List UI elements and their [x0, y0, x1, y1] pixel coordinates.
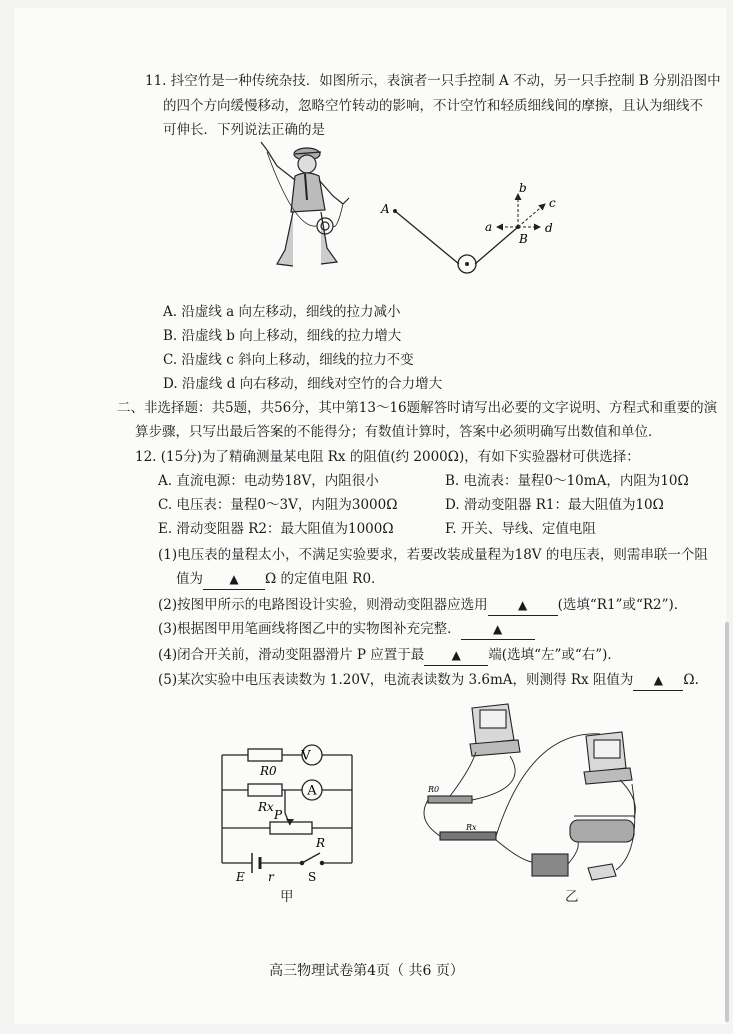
equipment-c: C. 电压表：量程0～3V，内阻为3000Ω — [158, 497, 398, 513]
label-b-dir: b — [519, 181, 527, 195]
equipment-b: B. 电流表：量程0～10mA，内阻为10Ω — [445, 473, 689, 489]
q11-option-d: D. 沿虚线 d 向右移动，细线对空竹的合力增大 — [163, 376, 443, 392]
device-switch — [588, 864, 616, 880]
svg-text:P: P — [274, 808, 283, 822]
q12-part1-line1: (1)电压表的量程太小，不满足实验要求，若要改装成量程为18V 的电压表，则需串联一个阻 — [158, 547, 708, 563]
q11-stem-line3: 可伸长．下列说法正确的是 — [163, 122, 325, 138]
section2-line1: 二、非选择题：共5题，共56分，其中第13～16题解答时请写出必要的文字说明、方程式和重要的演 — [117, 400, 718, 416]
switch-s — [302, 853, 320, 863]
equipment-f: F. 开关、导线、定值电阻 — [445, 521, 596, 537]
q12-stem: 12. (15分)为了精确测量某电阻 Rx 的阻值(约 2000Ω)，有如下实验器材可供选择： — [135, 449, 640, 465]
svg-text:Rx: Rx — [466, 823, 477, 832]
svg-text:A: A — [307, 783, 317, 799]
label-a-dir: a — [485, 220, 493, 234]
q12-part1-line2: 值为 ▲ Ω 的定值电阻 R0． — [176, 570, 385, 590]
answer-blank-1[interactable]: ▲ — [203, 570, 265, 590]
resistor-rx — [248, 784, 282, 796]
resistor-r0 — [248, 749, 282, 761]
device-battery — [532, 854, 568, 876]
point-a — [393, 209, 397, 213]
device-rheostat — [570, 820, 634, 842]
equipment-a: A. 直流电源：电动势18V，内阻很小 — [158, 473, 379, 489]
label-d-dir: d — [545, 221, 553, 235]
svg-text:R0: R0 — [428, 785, 440, 794]
svg-text:R0: R0 — [260, 764, 277, 778]
svg-text:S: S — [308, 870, 317, 884]
device-r0 — [428, 796, 472, 803]
equipment-e: E. 滑动变阻器 R2：最大阻值为1000Ω — [158, 521, 394, 537]
performer-illustration — [255, 140, 355, 275]
device-rx — [440, 832, 496, 840]
answer-blank-3[interactable]: ▲ — [461, 620, 535, 640]
q11-option-a: A. 沿虚线 a 向左移动，细线的拉力减小 — [163, 304, 401, 320]
q12-part3: (3)根据图甲用笔画线将图乙中的实物图补充完整． ▲ — [158, 620, 535, 640]
q12-part4: (4)闭合开关前，滑动变阻器滑片 P 应置于最 ▲ 端(选填“左”或“右”)． — [158, 646, 621, 666]
apparatus-diagram-yi — [410, 700, 650, 890]
label-b-point: B — [519, 232, 528, 246]
q12-part5: (5)某次实验中电压表读数为 1.20V，电流表读数为 3.6mA，则测得 Rx 阻值为 ▲ Ω. — [158, 671, 699, 691]
section2-line2: 算步骤，只写出最后答案的不能得分；有数值计算时，答案中必须明确写出数值和单位． — [135, 424, 662, 440]
q12-part2: (2)按图甲所示的电路图设计实验，则滑动变阻器应选用 ▲ (选填“R1”或“R2”)． — [158, 596, 687, 616]
equipment-d: D. 滑动变阻器 R1：最大阻值为10Ω — [445, 497, 664, 513]
page-footer: 高三物理试卷第4页（ 共6 页） — [269, 963, 464, 979]
q11-stem-line1: 11. 抖空竹是一种传统杂技．如图所示，表演者一只手控制 A 不动，另一只手控制 B 分别沿图中 — [145, 73, 721, 89]
label-c-dir: c — [549, 196, 556, 210]
rheostat-r — [270, 822, 312, 834]
q11-option-c: C. 沿虚线 c 斜向上移动，细线的拉力不变 — [163, 352, 414, 368]
q11-force-diagram — [375, 180, 575, 280]
q11-option-b: B. 沿虚线 b 向上移动，细线的拉力增大 — [163, 328, 402, 344]
fig-yi-caption: 乙 — [565, 889, 579, 905]
q11-stem-line2: 的四个方向缓慢移动，忽略空竹转动的影响，不计空竹和轻质细线间的摩擦，且认为细线不 — [163, 98, 703, 114]
svg-text:r: r — [268, 870, 274, 884]
svg-text:Rx: Rx — [258, 800, 274, 814]
svg-text:E: E — [236, 870, 245, 884]
label-a-point: A — [381, 202, 390, 216]
answer-blank-2[interactable]: ▲ — [488, 596, 558, 616]
svg-text:V: V — [301, 748, 311, 764]
fig-jia-caption: 甲 — [280, 889, 294, 905]
circuit-diagram-jia — [210, 735, 370, 885]
answer-blank-5[interactable]: ▲ — [633, 671, 683, 691]
svg-text:R: R — [316, 836, 326, 850]
answer-blank-4[interactable]: ▲ — [424, 646, 488, 666]
